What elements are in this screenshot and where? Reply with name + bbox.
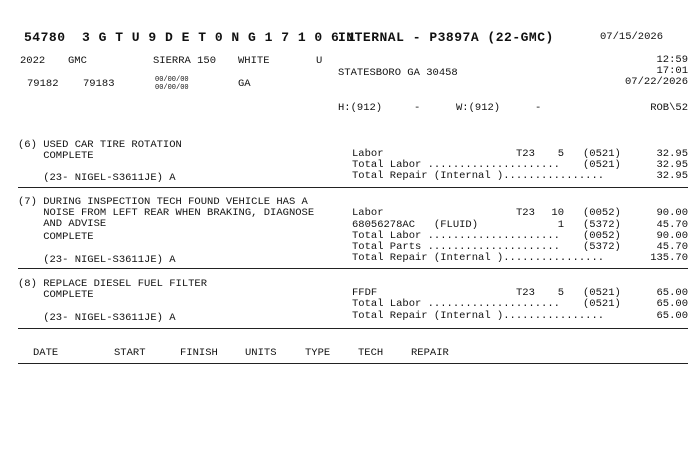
vehicle-flag: U xyxy=(316,55,323,67)
line-7-total-repair-label: Total Repair (Internal )................ xyxy=(352,252,605,264)
line-7-total-labor-label: Total Labor ..................... xyxy=(352,230,560,242)
line-8-total-repair-label: Total Repair (Internal )................ xyxy=(352,310,605,322)
footer-col-type: TYPE xyxy=(305,347,331,359)
vehicle-model: SIERRA 150 xyxy=(153,55,217,67)
line-6-charge-ref: (0521) xyxy=(583,148,621,160)
mileage-in: 79182 xyxy=(27,78,59,90)
divider xyxy=(18,363,688,364)
line-6-charge-label: Labor xyxy=(352,148,384,160)
line-8-total-labor-label: Total Labor ..................... xyxy=(352,298,560,310)
line-7-part-label: 68056278AC (FLUID) xyxy=(352,219,479,231)
line-6-charge-qty: 5 xyxy=(557,148,564,160)
line-7-labor-ref: (0052) xyxy=(583,207,621,219)
line-7-labor-qty: 10 xyxy=(551,207,564,219)
line-6-total-labor-label: Total Labor ..................... xyxy=(352,159,560,171)
home-phone-dash: - xyxy=(414,102,421,114)
vehicle-color: WHITE xyxy=(238,55,270,67)
time-1: 12:59 xyxy=(656,54,688,66)
vin: 3 G T U 9 D E T 0 N G 1 7 1 0 6 1 xyxy=(82,30,356,45)
line-6-total-repair-amount: 32.95 xyxy=(656,170,688,182)
state: GA xyxy=(238,78,251,90)
line-6-charge-amount: 32.95 xyxy=(656,148,688,160)
line-7-labor-label: Labor xyxy=(352,207,384,219)
advisor: ROB\52 xyxy=(650,102,688,114)
date-promised: 07/22/2026 xyxy=(624,76,688,88)
ro-number: 54780 xyxy=(24,30,66,45)
line-8-charge-code: T23 xyxy=(516,287,535,299)
line-6-charge-code: T23 xyxy=(516,148,535,160)
line-7-part-amount: 45.70 xyxy=(656,219,688,231)
small-date-2: 00/00/00 xyxy=(155,84,189,92)
line-7-desc-4: COMPLETE xyxy=(18,231,94,243)
time-2: 17:01 xyxy=(656,65,688,77)
line-7-desc-1: (7) DURING INSPECTION TECH FOUND VEHICLE HAS A xyxy=(18,196,308,208)
line-7-total-labor-amount: 90.00 xyxy=(656,230,688,242)
line-7-total-repair-amount: 135.70 xyxy=(650,252,688,264)
divider xyxy=(18,328,688,329)
line-6-total-labor-ref: (0521) xyxy=(583,159,621,171)
footer-col-start: START xyxy=(114,347,146,359)
line-7-total-parts-label: Total Parts ..................... xyxy=(352,241,560,253)
line-7-tech: (23- NIGEL-S3611JE) A xyxy=(18,254,176,266)
line-7-total-parts-amount: 45.70 xyxy=(656,241,688,253)
document-title: INTERNAL - P3897A (22-GMC) xyxy=(338,30,554,45)
line-8-total-labor-ref: (0521) xyxy=(583,298,621,310)
footer-col-date: DATE xyxy=(33,347,59,359)
footer-col-finish: FINISH xyxy=(180,347,218,359)
work-phone: W:(912) xyxy=(456,102,501,114)
line-7-total-parts-ref: (5372) xyxy=(583,241,621,253)
line-6-tech: (23- NIGEL-S3611JE) A xyxy=(18,172,176,184)
divider xyxy=(18,187,688,188)
line-8-tech: (23- NIGEL-S3611JE) A xyxy=(18,312,176,324)
footer-col-tech: TECH xyxy=(358,347,384,359)
vehicle-make: GMC xyxy=(68,55,87,67)
line-8-charge-ref: (0521) xyxy=(583,287,621,299)
city-state-zip: STATESBORO GA 30458 xyxy=(338,67,458,79)
divider xyxy=(18,268,688,269)
line-7-desc-2: NOISE FROM LEFT REAR WHEN BRAKING, DIAGNOSE xyxy=(18,207,315,219)
line-7-total-labor-ref: (0052) xyxy=(583,230,621,242)
work-phone-dash: - xyxy=(535,102,542,114)
line-8-desc-2: COMPLETE xyxy=(18,289,94,301)
line-7-desc-3: AND ADVISE xyxy=(18,218,107,230)
date-top: 07/15/2026 xyxy=(600,31,664,43)
line-8-total-repair-amount: 65.00 xyxy=(656,310,688,322)
footer-col-units: UNITS xyxy=(245,347,277,359)
home-phone: H:(912) xyxy=(338,102,383,114)
mileage-out: 79183 xyxy=(83,78,115,90)
line-8-charge-label: FFDF xyxy=(352,287,378,299)
line-8-charge-qty: 5 xyxy=(557,287,564,299)
footer-col-repair: REPAIR xyxy=(411,347,449,359)
line-7-labor-code: T23 xyxy=(516,207,535,219)
line-8-charge-amount: 65.00 xyxy=(656,287,688,299)
line-7-part-qty: 1 xyxy=(557,219,564,231)
line-8-total-labor-amount: 65.00 xyxy=(656,298,688,310)
line-8-desc-1: (8) REPLACE DIESEL FUEL FILTER xyxy=(18,278,208,290)
small-date-1: 00/00/00 xyxy=(155,76,189,84)
line-6-total-labor-amount: 32.95 xyxy=(656,159,688,171)
line-6-desc-1: (6) USED CAR TIRE ROTATION xyxy=(18,139,182,151)
line-7-part-ref: (5372) xyxy=(583,219,621,231)
line-7-labor-amount: 90.00 xyxy=(656,207,688,219)
line-6-total-repair-label: Total Repair (Internal )................ xyxy=(352,170,605,182)
line-6-desc-2: COMPLETE xyxy=(18,150,94,162)
vehicle-year: 2022 xyxy=(20,55,46,67)
